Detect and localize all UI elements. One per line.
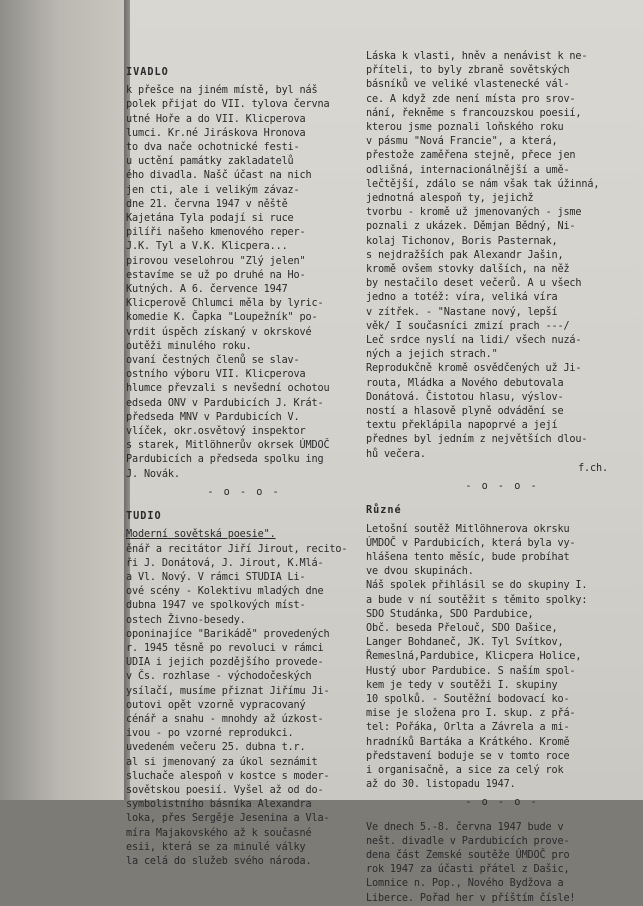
text-line: ností a hlasově plyně odvádění se: [366, 406, 564, 418]
text-line: dubna 1947 ve spolkových míst-: [126, 600, 306, 612]
section-separator: - o - o -: [207, 486, 281, 498]
text-line: symbolistního básníka Alexandra: [126, 799, 312, 811]
text-line: Náš spolek přihlásil se do skupiny I.: [366, 580, 588, 592]
text-line: kromě ovšem stovky dalších, na něž: [366, 264, 570, 276]
text-line: ři J. Donátová, J. Jirout, K.Mlá-: [126, 557, 324, 569]
text-line: jednotná alespoň ty, jejichž: [366, 193, 534, 205]
text-line: až do 30. listopadu 1947.: [366, 779, 516, 791]
text-line: al si jmenovaný za úkol seznámit: [126, 756, 318, 768]
adjacent-left-page: [0, 0, 128, 800]
text-line: hů večera.: [366, 448, 426, 460]
text-line: Řemeslná,Pardubice, Klicpera Holice,: [366, 651, 582, 663]
text-line: kterou jsme poznali loňského roku: [366, 122, 564, 134]
text-line: věk/ I současníci zmizí prach ---/: [366, 320, 570, 332]
text-line: Liberce. Pořad her v příštím čísle!: [366, 892, 576, 904]
text-line: odlišná, internacionálnější a umě-: [366, 164, 570, 176]
text-line: kem je tedy v soutěži I. skupiny: [366, 679, 558, 691]
text-line: předseda MNV v Pardubicích V.: [126, 411, 300, 423]
text-line: jedno a totéž: víra, veliká víra: [366, 292, 558, 304]
text-line: esii, která se za minulé války: [126, 841, 306, 853]
text-line: polek přijat do VII. tylova června: [126, 99, 330, 111]
text-line: a Vl. Nový. V rámci STUDIA Li-: [126, 571, 306, 583]
studio-heading: TUDIO: [126, 511, 162, 523]
text-line: nešt. divadle v Pardubicích prove-: [366, 835, 570, 847]
text-line: by nestačilo deset večerů. A u všech: [366, 278, 582, 290]
text-line: Lomnice n. Pop., Nového Bydžova a: [366, 878, 564, 890]
text-line: Kajetána Tyla podají si ruce: [126, 213, 294, 225]
text-line: ové scény - Kolektivu mladých dne: [126, 586, 324, 598]
text-line: ysílačí, musíme přiznat Jiřímu Ji-: [126, 685, 330, 697]
text-line: routa, Mládka a Nového debutovala: [366, 377, 564, 389]
text-line: cénář a snahu - mnohdy až úzkost-: [126, 713, 324, 725]
text-line: příteli, to byly zbraně sovětských: [366, 65, 570, 77]
text-line: pirovou veselohrou "Zlý jelen": [126, 255, 306, 267]
text-line: ivou - po vzorné reprodukci.: [126, 728, 294, 740]
text-line: J. Novák.: [126, 468, 180, 480]
section-separator: - o - o -: [465, 797, 539, 809]
text-line: přednes byl jedním z největších dlou-: [366, 434, 588, 446]
text-line: k přešce na jiném místě, byl náš: [126, 85, 318, 97]
text-line: ovaní čestných členů se slav-: [126, 355, 300, 367]
text-line: míra Majakovského až k současné: [126, 827, 312, 839]
text-line: uvedeném večeru 25. dubna t.r.: [126, 742, 306, 754]
text-line: básníků ve veliké vlastenecké vál-: [366, 79, 570, 91]
text-line: kolaj Tichonov, Boris Pasternak,: [366, 235, 558, 247]
text-line: textu překlápila napoprvé a její: [366, 420, 558, 432]
text-line: Donátová. Čistotou hlasu, výslov-: [366, 391, 564, 403]
text-line: vrdit úspěch získaný v okrskové: [126, 326, 312, 338]
text-line: sovětskou poesií. Vyšel až od do-: [126, 784, 324, 796]
text-line: Klicperově Chlumci měla by lyric-: [126, 298, 324, 310]
text-line: hlumce převzali s nevšední ochotou: [126, 383, 330, 395]
text-line: ostního výboru VII. Klicperova: [126, 369, 306, 381]
text-line: Leč srdce nyslí na lidi/ všech nuzá-: [366, 335, 582, 347]
right-column: [366, 50, 638, 906]
text-line: edseda ONV v Pardubicích J. Krát-: [126, 397, 324, 409]
text-line: la celá do služeb svého národa.: [126, 855, 312, 867]
author-signature: f.ch.: [578, 462, 608, 474]
text-line: SDO Studánka, SDO Pardubice,: [366, 608, 534, 620]
text-line: představení boduje se v tomto roce: [366, 750, 570, 762]
typewritten-page: [126, 0, 643, 904]
text-line: dne 21. června 1947 v něště: [126, 198, 288, 210]
text-line: outovi opět vzorně vypracovaný: [126, 699, 306, 711]
studio-subheading: Moderní sovětská poesie".: [126, 529, 276, 541]
text-line: hradníků Bartáka a Krátkého. Kromě: [366, 736, 570, 748]
text-line: komedie K. Čapka "Loupežník" po-: [126, 312, 318, 324]
text-line: Pardubicích a předseda spolku ing: [126, 454, 324, 466]
text-line: r. 1945 těsně po revoluci v rámci: [126, 642, 324, 654]
text-line: estavíme se už po druhé na Ho-: [126, 269, 306, 281]
text-line: Reprodukčně kromě osvědčených už Ji-: [366, 363, 582, 375]
text-line: J.K. Tyl a V.K. Klicpera...: [126, 241, 288, 253]
divadlo-heading: IVADLO: [126, 67, 169, 78]
ruzne-heading: Různé: [366, 505, 402, 517]
text-line: ostech Živno-besedy.: [126, 614, 246, 626]
text-line: Láska k vlasti, hněv a nenávist k ne-: [366, 51, 588, 62]
text-line: UDIA i jejich pozdějšího provede-: [126, 657, 324, 669]
text-line: pilíři našeho kmenového reper-: [126, 227, 306, 239]
text-line: Hustý ubor Pardubice. S naším spol-: [366, 665, 576, 677]
ruzne-text: [366, 523, 638, 793]
text-line: Ve dnech 5.-8. června 1947 bude v: [366, 821, 564, 833]
text-line: nání, řekněme s francouzskou poesií,: [366, 107, 582, 119]
text-line: Obč. beseda Přelouč, SDO Dašice,: [366, 622, 558, 634]
text-line: ce. A když zde není místa pro srov-: [366, 93, 576, 105]
text-line: lumci. Kr.né Jiráskova Hronova: [126, 127, 306, 139]
text-line: vlíček, okr.osvětový inspektor: [126, 426, 306, 438]
studio-text: [126, 543, 362, 870]
text-line: ého divadla. Našč účast na nich: [126, 170, 312, 182]
text-line: jen cti, ale i velikým závaz-: [126, 184, 300, 196]
text-line: ných a jejich strach.": [366, 349, 498, 361]
text-line: Letošní soutěž Mitlöhnerova okrsku: [366, 523, 570, 535]
text-line: hlášena tento měsíc, bude probíhat: [366, 551, 570, 563]
text-line: sluchače alespoň v kostce s moder-: [126, 770, 330, 782]
text-line: v pásmu "Nová Francie", a která,: [366, 136, 558, 148]
divadlo-text: [126, 84, 362, 482]
text-line: poznali z ukázek. Děmjan Bědný, Ni-: [366, 221, 576, 233]
text-line: ve dvou skupinách.: [366, 566, 474, 578]
text-line: tel: Pořáka, Orlta a Závrela a mi-: [366, 722, 570, 734]
text-line: 10 spolků. - Soutěžní bodovací ko-: [366, 693, 570, 705]
text-line: tvorbu - kromě už jmenovaných - jsme: [366, 207, 582, 219]
text-line: v Čs. rozhlase - východočeských: [126, 671, 312, 683]
text-line: dena část Zemské soutěže ÚMDOČ pro: [366, 849, 570, 861]
text-line: oponinajíce "Barikádě" provedených: [126, 628, 330, 640]
text-line: a bude v ní soutěžit s těmito spolky:: [366, 594, 588, 606]
poetry-review-text: [366, 50, 638, 462]
text-line: s starek, Mitlöhnerův okrsek ÚMDOČ: [126, 440, 330, 452]
text-line: mise je složena pro I. skup. z přá-: [366, 708, 576, 720]
left-column: [126, 60, 362, 869]
text-line: s nejdražších pak Alexandr Jašin,: [366, 249, 564, 261]
text-line: utné Hoře a do VII. Klicperova: [126, 113, 306, 125]
text-line: Kutných. A 6. července 1947: [126, 284, 288, 296]
section-separator: - o - o -: [465, 481, 539, 493]
text-line: v zítřek. - "Nastane nový, lepší: [366, 306, 558, 318]
text-line: lečtější, zdálo se nám však tak úžinná,: [366, 178, 600, 190]
text-line: outěži minulého roku.: [126, 340, 252, 352]
text-line: u uctění památky zakladatelů: [126, 156, 294, 168]
text-line: to dva nače ochotnické festi-: [126, 142, 300, 154]
text-line: rok 1947 za účasti přátel z Dašic,: [366, 864, 570, 876]
text-line: Langer Bohdaneč, JK. Tyl Svítkov,: [366, 637, 564, 649]
text-line: ěnář a recitátor Jiří Jirout, recito-: [126, 543, 348, 555]
festival-notice-text: [366, 821, 638, 906]
text-line: přestože zaměřena stejně, přece jen: [366, 150, 576, 162]
text-line: ÚMDOČ v Pardubicích, která byla vy-: [366, 537, 576, 549]
text-line: loka, přes Sergěje Jesenina a Vla-: [126, 813, 330, 825]
text-line: i organisačně, a sice za celý rok: [366, 764, 564, 776]
